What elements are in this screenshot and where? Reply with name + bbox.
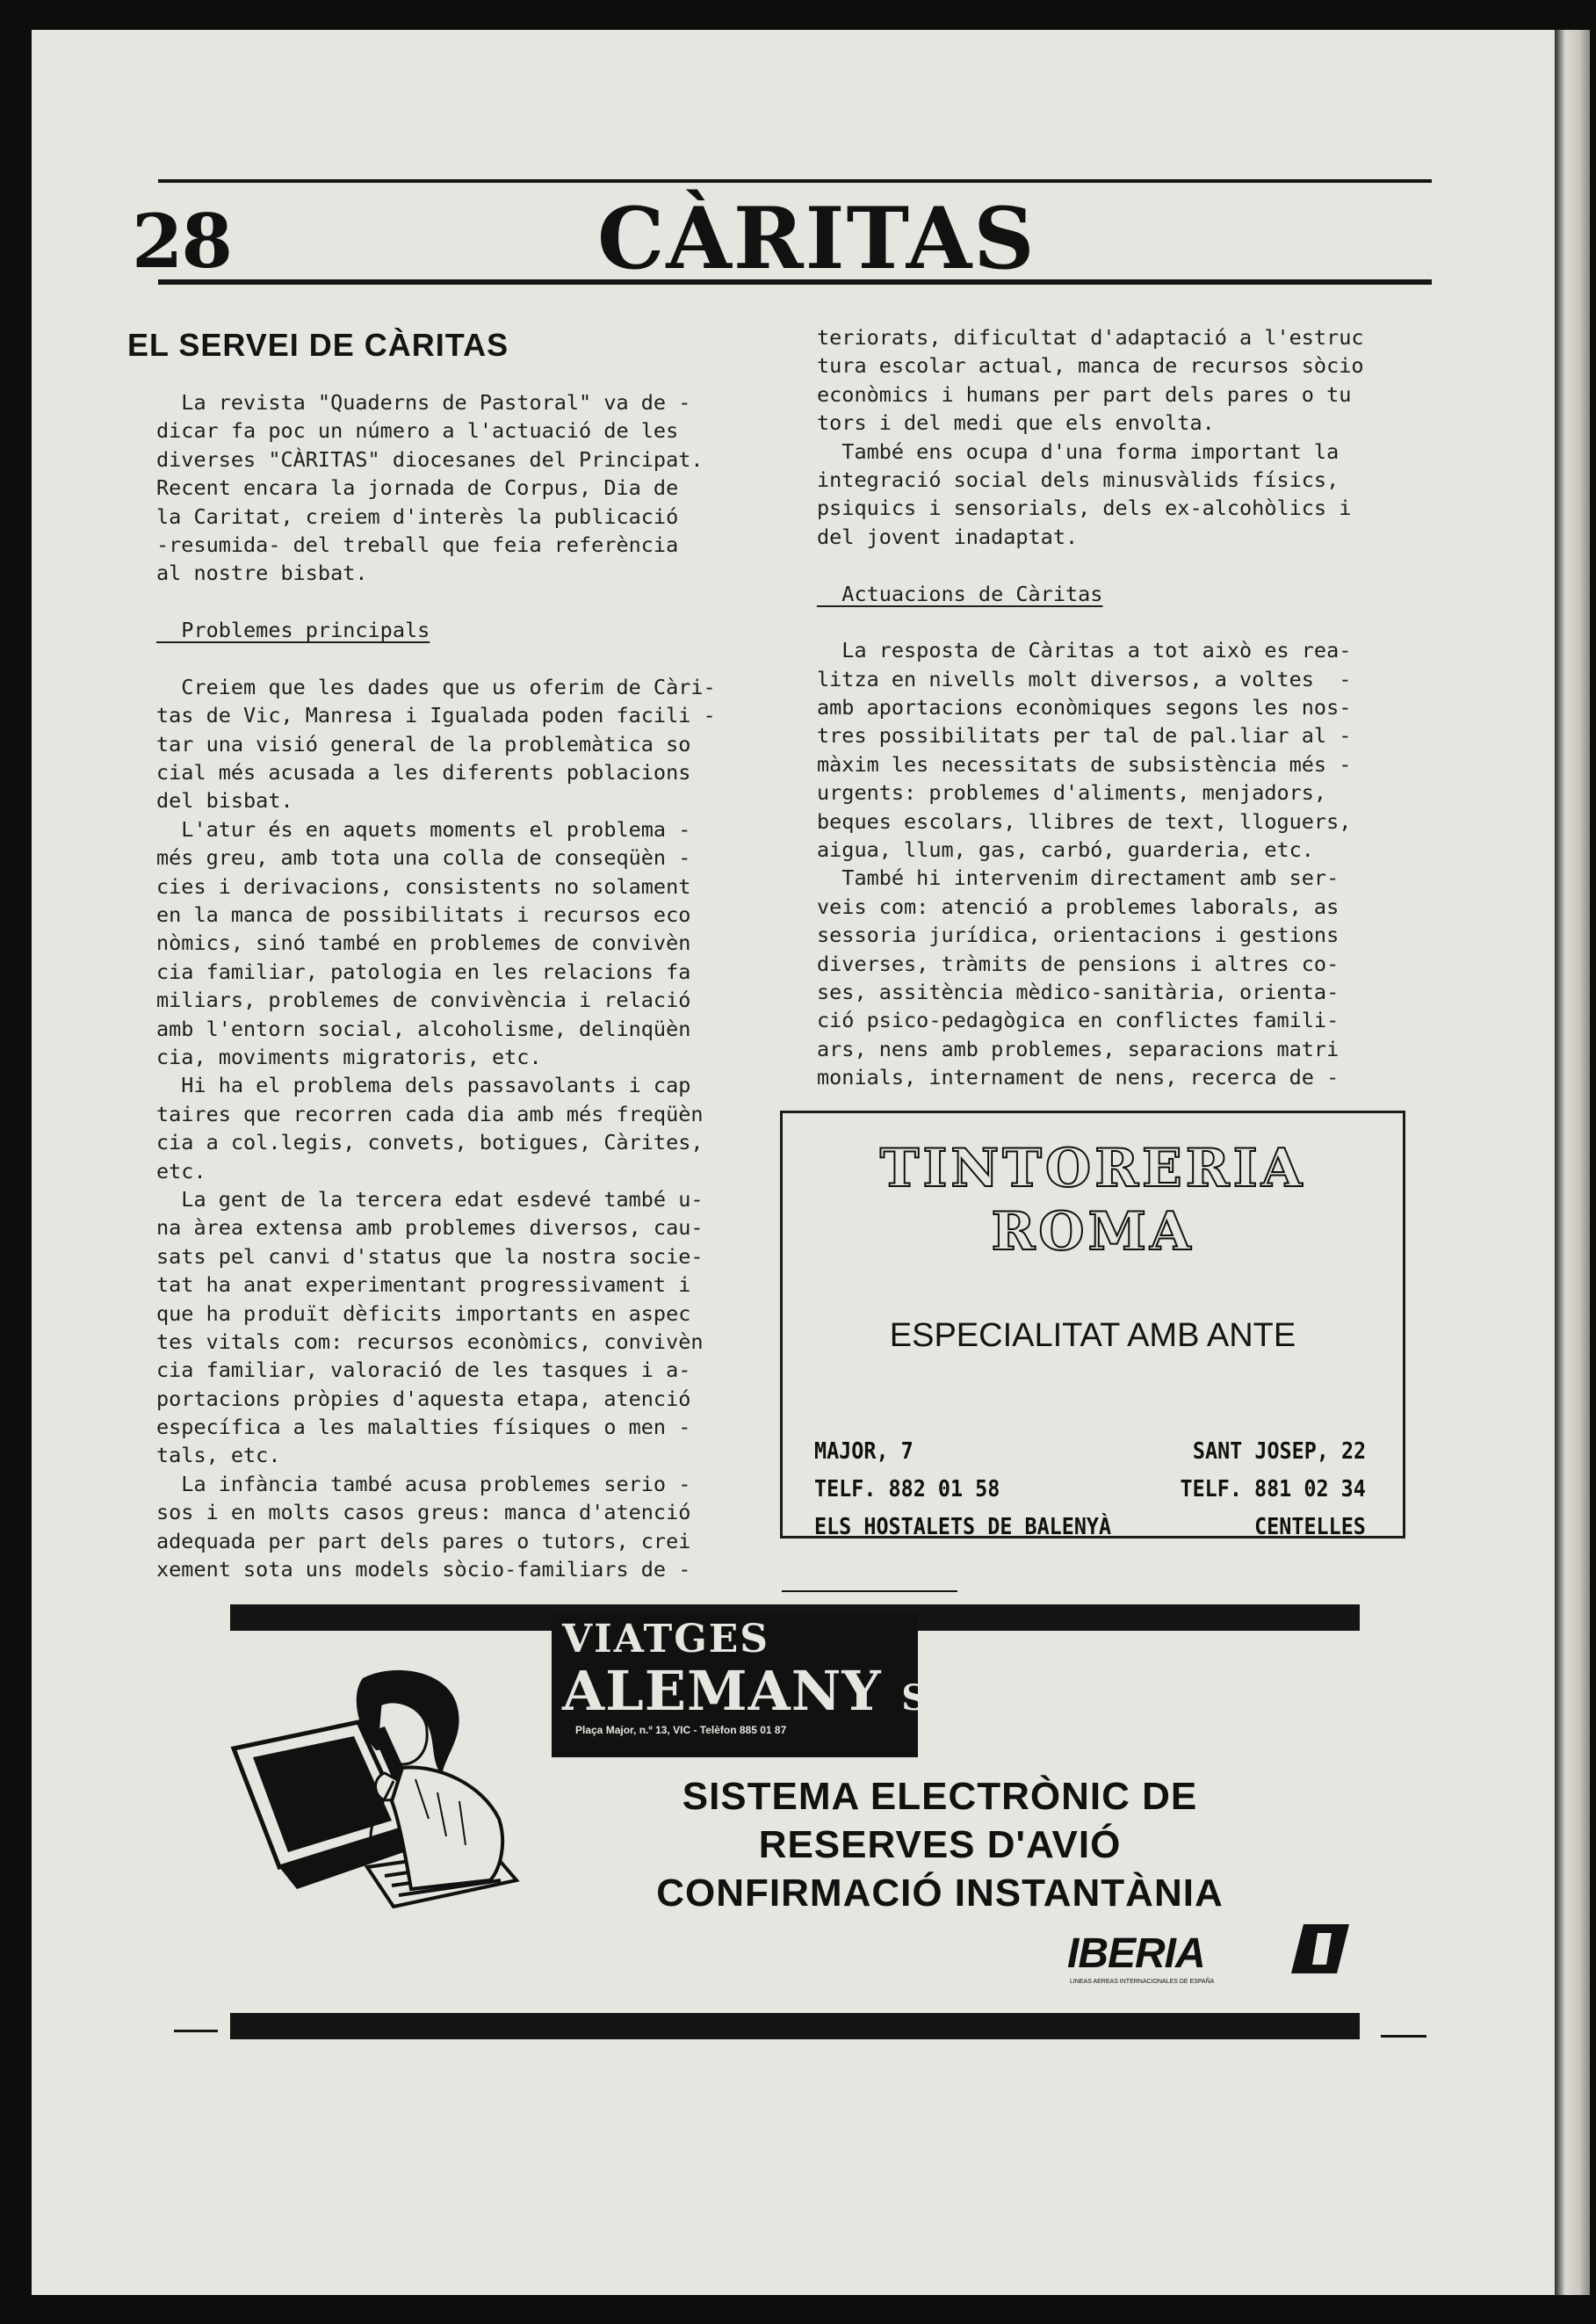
woman-on-phone-illustration [227,1669,543,1924]
tintoreria-right-phone: TELF. 881 02 34 [1180,1476,1366,1502]
text-line: sats pel canvi d'status que la nostra socie- [156,1243,704,1269]
tintoreria-ad [780,1111,1405,1538]
viatges-brand-line2 [562,1659,981,1723]
text-line: tors i del medi que els envolta. [817,410,1215,436]
viatges-headline-3: CONFIRMACIÓ INSTANTÀNIA [656,1872,1224,1915]
header-top-rule [158,179,1432,183]
text-line: que ha produït dèficits importants en aspec [156,1300,691,1326]
text-line: Actuacions de Càritas [817,581,1103,606]
text-line: cia familiar, valoració de les tasques i a- [156,1357,691,1383]
text-line: cia, moviments migratoris, etc. [156,1044,542,1069]
text-line: tat ha anat experimentant progressivament i [156,1272,691,1298]
tintoreria-specialty: ESPECIALITAT AMB ANTE [889,1317,1296,1354]
tintoreria-name-line2: ROMA [991,1201,1195,1263]
text-line: veis com: atenció a problemes laborals, as [817,894,1340,919]
text-line: econòmics i humans per part dels pares o tu [817,381,1352,407]
text-line: cial més acusada a les diferents poblacions [156,760,691,786]
text-line: Problemes principals [156,618,430,643]
iberia-mark-icon [1291,1924,1349,1973]
text-line: màxim les necessitats de subsistència més - [817,751,1352,777]
text-line: La resposta de Càritas a tot això es rea- [817,638,1352,663]
tintoreria-left-phone: TELF. 882 01 58 [814,1476,1000,1502]
text-line: sessoria jurídica, orientacions i gestions [817,923,1340,948]
text-line: tas de Vic, Manresa i Igualada poden facili - [156,703,716,728]
text-line [156,645,716,673]
article-left-column [156,388,716,1583]
text-line: tar una visió general de la problemàtica so [156,731,691,757]
text-line: miliars, problemes de convivència i relació [156,988,691,1013]
tintoreria-name-line1: TINTORERIA [879,1138,1306,1199]
text-line: tres possibilitats per tal de pal.liar al - [817,723,1352,749]
text-line: Recent encara la jornada de Corpus, Dia de [156,475,679,501]
text-line: La gent de la tercera edat esdevé també u- [156,1186,704,1212]
text-line: teriorats, dificultat d'adaptació a l'estruc [817,325,1364,350]
text-line: monials, internament de nens, recerca de - [817,1065,1340,1090]
text-line [817,551,1364,579]
article-title: EL SERVEI DE CÀRITAS [127,327,509,363]
text-line: També hi intervenim directament amb ser- [817,865,1340,891]
text-line: del bisbat. [156,788,293,814]
text-line: cia familiar, patologia en les relacions fa [156,959,691,984]
text-line: tes vitals com: recursos econòmics, convivèn [156,1329,704,1354]
text-line: integració social dels minusvàlids físics, [817,467,1340,492]
ad-bottom-bar [230,2013,1360,2039]
text-line: portacions pròpies d'aquesta etapa, atenció [156,1386,691,1411]
viatges-headline-2: RESERVES D'AVIÓ [758,1823,1122,1866]
text-line: al nostre bisbat. [156,561,368,586]
text-line: ses, assitència mèdico-sanitària, orienta- [817,979,1340,1004]
text-line: psiquics i sensorials, dels ex-alcohòlics i [817,496,1352,521]
text-line: -resumida- del treball que feia referència [156,532,679,557]
text-line: sos i en molts casos greus: manca d'atenció [156,1500,691,1525]
text-line: taires que recorren cada dia amb més freqüèn [156,1101,704,1126]
section-title: CÀRITAS [597,189,1036,288]
text-line: del jovent inadaptat. [817,524,1079,549]
tintoreria-right-street: SANT JOSEP, 22 [1192,1438,1366,1465]
ad-bottom-left-dash [174,2030,218,2032]
text-line: També ens ocupa d'una forma important la [817,438,1340,464]
text-line [817,608,1364,636]
text-line: diverses "CÀRITAS" diocesanes del Principat. [156,446,704,472]
text-line: beques escolars, llibres de text, lloguers, [817,808,1352,834]
text-line: ars, nens amb problemes, separacions matri [817,1036,1340,1061]
text-line: aigua, llum, gas, carbó, guarderia, etc. [817,837,1314,863]
viatges-brand-line1: VIATGES [562,1617,770,1662]
text-line: xement sota uns models sòcio-familiars de - [156,1557,691,1582]
text-line: Hi ha el problema dels passavolants i cap [156,1073,691,1098]
iberia-subtitle: LINEAS AEREAS INTERNACIONALES DE ESPAÑA [1070,1979,1215,1985]
text-line: en la manca de possibilitats i recursos eco [156,902,691,928]
viatges-brand-name: ALEMANY [562,1659,882,1723]
ad-bottom-right-dash [1381,2035,1426,2038]
viatges-brand-suffix: S.A. [901,1677,981,1719]
text-line: Creiem que les dades que us oferim de Càri- [156,674,716,699]
ad-top-thin-rule [782,1590,957,1592]
text-line: la Caritat, creiem d'interès la publicació [156,503,679,529]
text-line: diverses, tràmits de pensions i altres co- [817,951,1340,976]
text-line: cies i derivacions, consistents no solament [156,873,691,899]
tintoreria-left-town: ELS HOSTALETS DE BALENYÀ [814,1514,1112,1540]
tintoreria-right-town: CENTELLES [1254,1514,1366,1540]
article-right-column [817,323,1364,1092]
text-line: nòmics, sinó també en problemes de convivèn [156,930,691,956]
text-line: tals, etc. [156,1443,281,1468]
text-line [156,588,716,616]
text-line: urgents: problemes d'aliments, menjadors, [817,780,1327,806]
page-spine-edge [1555,30,1590,2295]
text-line: amb l'entorn social, alcoholisme, delinqüèn [156,1016,691,1041]
text-line: específica a les malalties físiques o men - [156,1415,691,1440]
text-line: etc. [156,1158,206,1184]
page-number: 28 [132,198,231,285]
text-line: dicar fa poc un número a l'actuació de les [156,418,679,444]
text-line: La revista "Quaderns de Pastoral" va de - [156,390,691,415]
tintoreria-left-street: MAJOR, 7 [814,1438,914,1465]
text-line: na àrea extensa amb problemes diversos, cau- [156,1215,704,1241]
text-line: cia a col.legis, convets, botigues, Càrites, [156,1130,704,1155]
iberia-logo-text: IBERIA [1067,1930,1205,1977]
viatges-headline-1: SISTEMA ELECTRÒNIC DE [682,1775,1198,1818]
text-line: La infància també acusa problemes serio - [156,1471,691,1496]
viatges-address: Plaça Major, n.º 13, VIC - Telèfon 885 01 87 [575,1724,787,1736]
text-line: tura escolar actual, manca de recursos sòcio [817,353,1364,379]
text-line: més greu, amb tota una colla de conseqüèn - [156,845,691,871]
text-line: amb aportacions econòmiques segons les nos- [817,695,1352,720]
text-line: ció psico-pedagògica en conflictes famili- [817,1008,1340,1033]
text-line: L'atur és en aquets moments el problema - [156,816,691,842]
text-line: litza en nivells molt diversos, a voltes - [817,666,1352,691]
text-line: adequada per part dels pares o tutors, crei [156,1528,691,1553]
